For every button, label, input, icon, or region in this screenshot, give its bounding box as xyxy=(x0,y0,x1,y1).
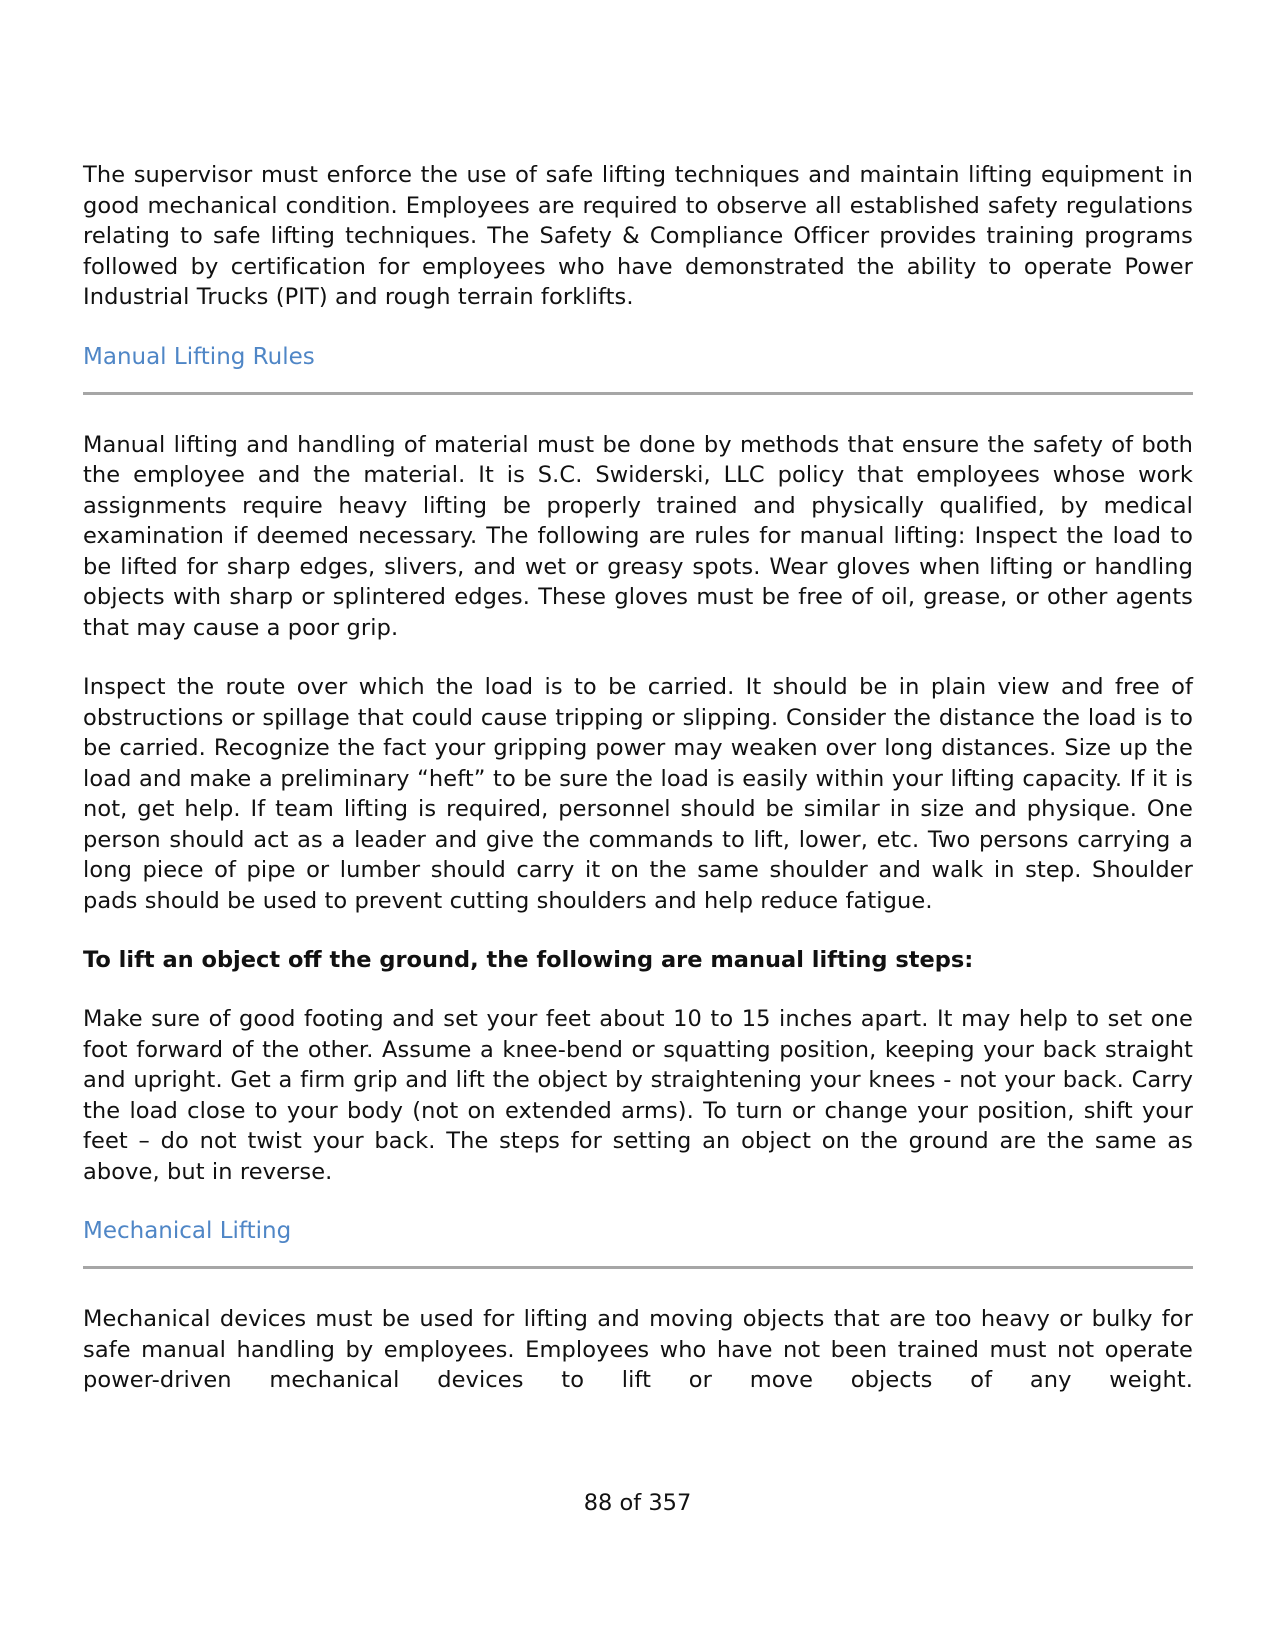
spacer xyxy=(83,916,1193,945)
spacer xyxy=(83,395,1193,430)
spacer xyxy=(83,643,1193,672)
spacer xyxy=(83,372,1193,392)
spacer xyxy=(83,1246,1193,1266)
lifting-steps-heading: To lift an object off the ground, the following are manual lifting steps: xyxy=(83,947,974,973)
page-number: 88 of 357 xyxy=(583,1490,692,1516)
spacer xyxy=(83,1269,1193,1304)
spacer xyxy=(83,1187,1193,1216)
spacer xyxy=(83,313,1193,342)
spacer xyxy=(83,975,1193,1004)
section-heading-manual-lifting-rules: Manual Lifting Rules xyxy=(83,343,315,370)
mechanical-lifting-paragraph: Mechanical devices must be used for lifting and moving objects that are too heavy or bulky for safe manual handling by employees. Employees who have not been trained must not operate power-driven mechanical devices to lift or move objects of any weight. xyxy=(83,1306,1193,1393)
document-page xyxy=(83,160,1193,1396)
manual-lifting-paragraph-1: Manual lifting and handling of material must be done by methods that ensure the safety of both the employee and the material. It is S.C. Swiderski, LLC policy that employees whose work assignments require heavy lifting be properly trained and physically qualified, by medical examination if deemed necessary. The following are rules for manual lifting: Inspect the load to be lifted for sharp edges, slivers, and wet or greasy spots. Wear gloves when lifting or handling objects with sharp or splintered edges. These gloves must be free of oil, grease, or other agents that may cause a poor grip. xyxy=(83,431,1193,641)
manual-lifting-paragraph-2: Inspect the route over which the load is to be carried. It should be in plain view and free of obstructions or spillage that could cause tripping or slipping. Consider the distance the load is to be carried. Recognize the fact your gripping power may weaken over long distances. Size up the load and make a preliminary “heft” to be sure the load is easily within your lifting capacity. If it is not, get help. If team lifting is required, personnel should be similar in size and physique. One person should act as a leader and give the commands to lift, lower, etc. Two persons carrying a long piece of pipe or lumber should carry it on the same shoulder and walk in step. Shoulder pads should be used to prevent cutting shoulders and help reduce fatigue. xyxy=(83,674,1193,914)
intro-paragraph: The supervisor must enforce the use of safe lifting techniques and maintain lifting equipment in good mechanical condition. Employees are required to observe all established safety regulations relating to safe lifting techniques. The Safety & Compliance Officer provides training programs followed by certification for employees who have demonstrated the ability to operate Power Industrial Trucks (PIT) and rough terrain forklifts. xyxy=(83,162,1193,310)
section-heading-mechanical-lifting: Mechanical Lifting xyxy=(83,1218,292,1244)
lifting-steps-paragraph: Make sure of good footing and set your feet about 10 to 15 inches apart. It may help to set one foot forward of the other. Assume a knee-bend or squatting position, keeping your back straight and upright. Get a firm grip and lift the object by straightening your knees - not your back. Carry the load close to your body (not on extended arms). To turn or change your position, shift your feet – do not twist your back. The steps for setting an object on the ground are the same as above, but in reverse. xyxy=(83,1006,1193,1185)
